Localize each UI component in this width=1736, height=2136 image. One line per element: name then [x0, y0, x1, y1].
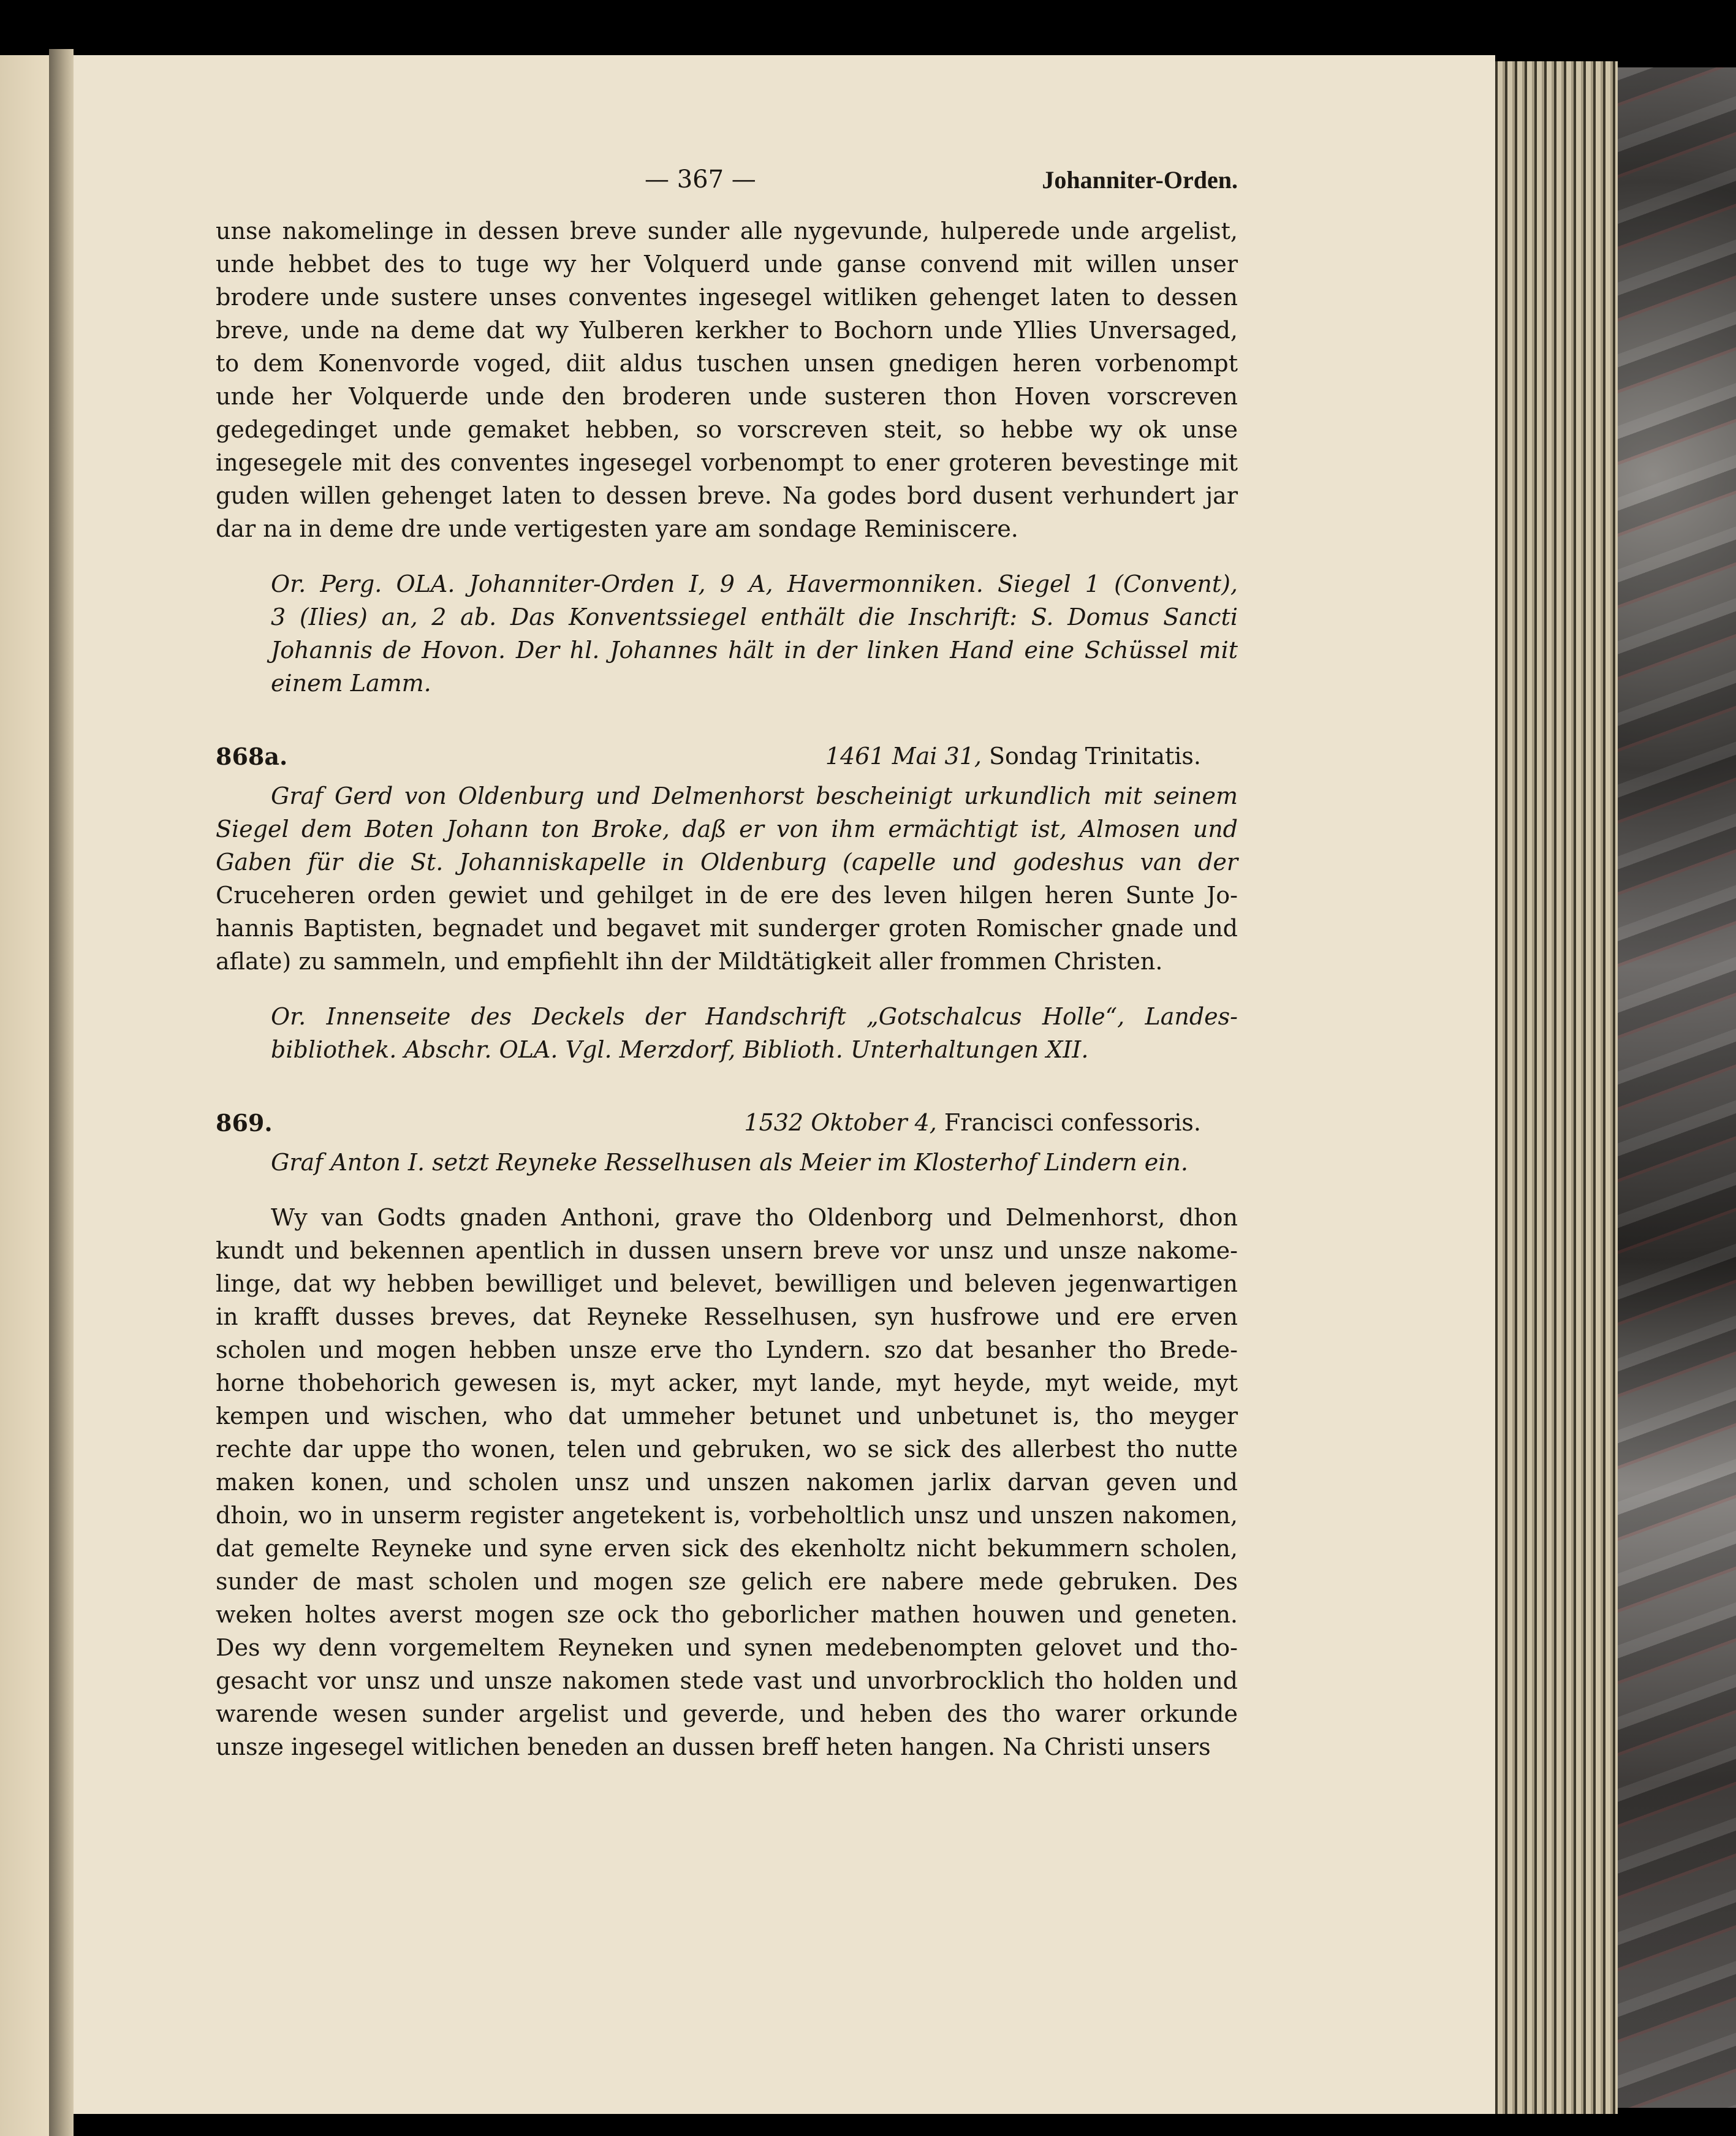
text-line: bibliothek. Abschr. OLA. Vgl. Merzdorf, Biblioth. Unterhaltungen XII.: [271, 1036, 1089, 1063]
text-line: to dem Konenvorde voged, diit aldus tuschen unsen gnedigen heren vorbenompt: [216, 350, 1238, 377]
entry-number: 869.: [216, 1109, 273, 1137]
entry-number: 868a.: [216, 743, 288, 770]
entry-868a-note: [216, 1000, 1238, 1066]
text-line: sunder de mast scholen und mogen sze gelich ere nabere mede gebruken. Des: [216, 1568, 1238, 1595]
marbled-cover: [1618, 67, 1736, 2108]
text-line: unde her Volquerde unde den broderen unde susteren thon Hoven vorscreven: [216, 383, 1238, 410]
text-line: dar na in deme dre unde vertigesten yare am sondage Reminiscere.: [216, 515, 1018, 542]
text-line: Johannis de Hovon. Der hl. Johannes hält in der linken Hand eine Schüssel mit: [271, 637, 1238, 664]
page-edges: [1495, 61, 1618, 2114]
text-line: dhoin, wo in unserm register angetekent is, vorbeholtlich unsz und unszen nakomen,: [216, 1502, 1238, 1529]
text-line: Or. Innenseite des Deckels der Handschrift „Gotschalcus Holle“, Landes-: [271, 1003, 1238, 1030]
running-head: Johanniter-Orden.: [1042, 166, 1238, 194]
text-line: Siegel dem Boten Johann ton Broke, daß er von ihm ermächtigt ist, Almosen und: [216, 816, 1238, 843]
text-line: unse nakomelinge in dessen breve sunder alle nygevunde, hulperede unde argelist,: [216, 218, 1238, 244]
text-line: Des wy denn vorgemeltem Reyneken und synen medebenompten gelovet und tho-: [216, 1634, 1238, 1661]
text-line: aflate) zu sammeln, und empfiehlt ihn der Mildtätigkeit aller frommen Christen.: [216, 948, 1163, 975]
text-line: maken konen, und scholen unsz und unszen nakomen jarlix darvan geven und: [216, 1469, 1238, 1496]
entry-868a-heading: [216, 743, 1238, 779]
entry-869-heading: [216, 1109, 1238, 1146]
text-line: unsze ingesegel witlichen beneden an dussen breff heten hangen. Na Christi unsers: [216, 1733, 1211, 1760]
text-line: dat gemelte Reyneke und syne erven sick des ekenholtz nicht bekummern scholen,: [216, 1535, 1238, 1562]
text-line: unde hebbet des to tuge wy her Volquerd unde ganse convend mit willen unser: [216, 251, 1238, 278]
entry-date: 1532 Oktober 4, Francisci confessoris.: [744, 1109, 1201, 1136]
text-line: kempen und wischen, who dat ummeher betunet und unbetunet is, tho meyger: [216, 1403, 1238, 1430]
text-line: ingesegele mit des conventes ingesegel vorbenompt to ener groteren bevestinge mit: [216, 449, 1238, 476]
page-text: [216, 165, 1238, 1763]
text-line: linge, dat wy hebben bewilliget und belevet, bewilligen und beleven jegenwartigen: [216, 1270, 1238, 1297]
text-line: Graf Gerd von Oldenburg und Delmenhorst bescheinigt urkundlich mit seinem: [271, 782, 1238, 809]
text-line: kundt und bekennen apentlich in dussen unsern breve vor unsz und unsze nakome-: [216, 1237, 1238, 1264]
entry-868a-summary: [216, 779, 1238, 978]
text-line: gedegedinget unde gemaket hebben, so vorscreven steit, so hebbe wy ok unse: [216, 416, 1238, 443]
text-line: breve, unde na deme dat wy Yulberen kerkher to Bochorn unde Yllies Unversaged,: [216, 317, 1238, 344]
text-line: horne thobehorich gewesen is, myt acker, myt lande, myt heyde, myt weide, myt: [216, 1369, 1238, 1396]
entry-date: 1461 Mai 31, Sondag Trinitatis.: [825, 743, 1201, 770]
note-868: [216, 567, 1238, 700]
text-line: 3 (Ilies) an, 2 ab. Das Konventssiegel enthält die Inschrift: S. Domus Sancti: [271, 604, 1238, 631]
book-gutter: [49, 49, 74, 2136]
text-line: warende wesen sunder argelist und geverde, und heben des tho warer orkunde: [216, 1700, 1238, 1727]
text-line: scholen und mogen hebben unsze erve tho Lyndern. szo dat besanher tho Brede-: [216, 1336, 1238, 1363]
text-line: Gaben für die St. Johanniskapelle in Oldenburg (capelle und godeshus van der: [216, 849, 1238, 876]
text-line: in krafft dusses breves, dat Reyneke Resselhusen, syn husfrowe und ere erven: [216, 1303, 1238, 1330]
text-line: Or. Perg. OLA. Johanniter-Orden I, 9 A, Havermonniken. Siegel 1 (Convent),: [271, 570, 1238, 597]
text-line: rechte dar uppe tho wonen, telen und gebruken, wo se sick des allerbest tho nutte: [216, 1436, 1238, 1463]
text-line: gesacht vor unsz und unsze nakomen stede vast und unvorbrocklich tho holden und: [216, 1667, 1238, 1694]
text-line: Wy van Godts gnaden Anthoni, grave tho Oldenborg und Delmenhorst, dhon: [271, 1204, 1238, 1231]
entry-869-summary: Graf Anton I. setzt Reyneke Resselhusen als Meier im Klosterhof Lindern ein.: [271, 1149, 1188, 1176]
page-header: [216, 165, 1238, 214]
entry-869-text: [216, 1201, 1238, 1763]
intro-paragraph: [216, 214, 1238, 545]
text-line: hannis Baptisten, begnadet und begavet mit sunderger groten Romischer gnade und: [216, 915, 1238, 942]
page-number: — 367 —: [645, 165, 756, 194]
text-line: einem Lamm.: [271, 670, 431, 697]
text-line: brodere unde sustere unses conventes ingesegel witliken gehenget laten to dessen: [216, 284, 1238, 311]
left-page-edge: [0, 55, 49, 2136]
text-line: weken holtes averst mogen sze ock tho geborlicher mathen houwen und geneten.: [216, 1601, 1238, 1628]
text-line: Cruceheren orden gewiet und gehilget in de ere des leven hilgen heren Sunte Jo-: [216, 882, 1238, 909]
text-line: guden willen gehenget laten to dessen breve. Na godes bord dusent verhundert jar: [216, 482, 1238, 509]
